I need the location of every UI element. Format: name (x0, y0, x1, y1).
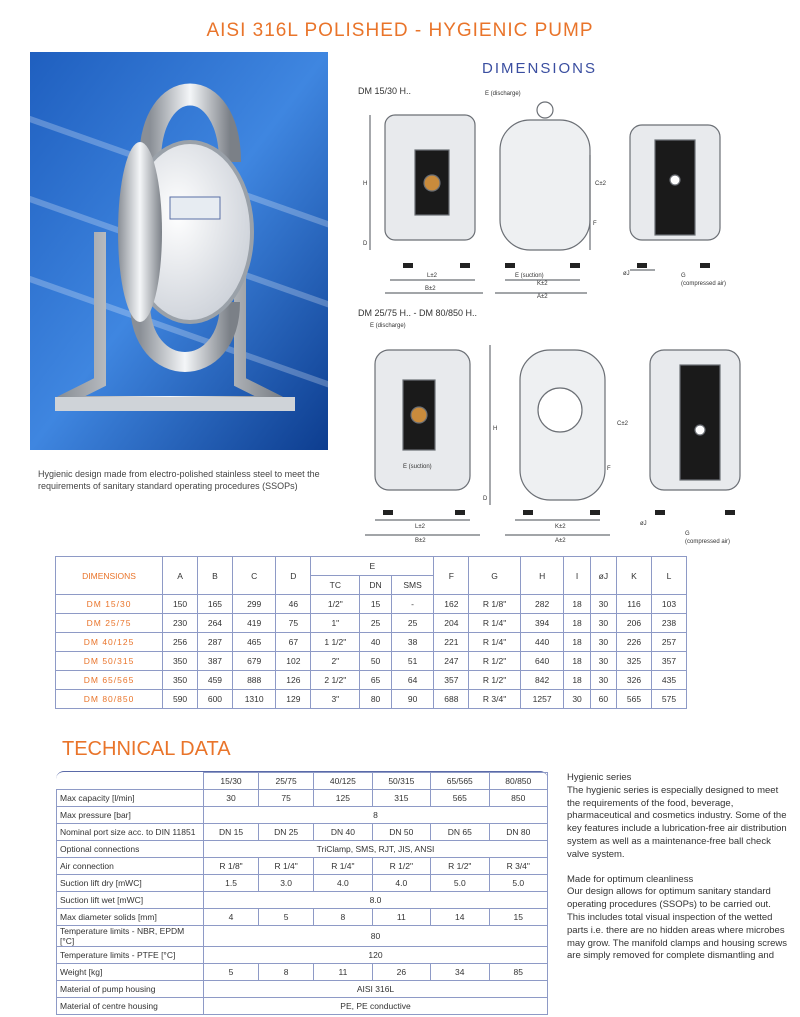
table-cell: 600 (197, 690, 232, 709)
table-row (57, 981, 548, 998)
table-cell: 326 (617, 671, 652, 690)
model-cell: DM 40/125 (56, 633, 163, 652)
table-row (57, 947, 548, 964)
table-cell: 1/2" (311, 595, 360, 614)
table-cell: 11 (372, 909, 430, 926)
table-cell: 40 (360, 633, 391, 652)
table-cell: 5.0 (489, 875, 547, 892)
table-header-cell: H (520, 557, 564, 595)
side-heading-cleanliness: Made for optimum cleanliness (567, 873, 694, 885)
table-cell: 26 (372, 964, 430, 981)
table-cell: 5 (259, 909, 314, 926)
table-cell: 4 (204, 909, 259, 926)
table-row (56, 614, 687, 633)
table-cell: 256 (163, 633, 198, 652)
model-header-cell: 40/125 (314, 773, 372, 790)
table-cell: R 1/4" (469, 614, 521, 633)
label-C-a: C±2 (595, 181, 606, 187)
table-header-cell: øJ (590, 557, 616, 595)
table-cell: 8 (204, 807, 548, 824)
table-cell: 575 (651, 690, 686, 709)
table-row (57, 926, 548, 947)
label-A-b: A±2 (555, 538, 566, 544)
table-cell: 18 (564, 633, 590, 652)
table-cell: 394 (520, 614, 564, 633)
table-cell: 126 (276, 671, 311, 690)
table-cell: 90 (391, 690, 434, 709)
table-cell: 357 (651, 652, 686, 671)
table-cell: 150 (163, 595, 198, 614)
model-header-cell: 80/850 (489, 773, 547, 790)
label-J-a: øJ (623, 271, 630, 277)
table-subheader-cell: SMS (391, 576, 434, 595)
table-cell: R 1/2" (469, 652, 521, 671)
table-cell: DN 50 (372, 824, 430, 841)
label-A-a: A±2 (537, 294, 548, 300)
table-row (56, 690, 687, 709)
label-B-a: B±2 (425, 286, 436, 292)
dimensions-table (55, 556, 687, 709)
table-cell: R 1/4" (469, 633, 521, 652)
table-cell: 129 (276, 690, 311, 709)
table-cell: 264 (197, 614, 232, 633)
row-label: Material of pump housing (57, 981, 204, 998)
label-K-a: K±2 (537, 281, 548, 287)
table-header-cell: I (564, 557, 590, 595)
table-row (56, 557, 687, 576)
table-cell: 8.0 (204, 892, 548, 909)
table-row (57, 964, 548, 981)
table-cell: DN 80 (489, 824, 547, 841)
table-cell: 34 (431, 964, 489, 981)
label-air-a: (compressed air) (681, 281, 727, 287)
table-cell: R 1/2" (431, 858, 489, 875)
table-cell: 80 (204, 926, 548, 947)
model-header-cell: 65/565 (431, 773, 489, 790)
row-label: Max pressure [bar] (57, 807, 204, 824)
table-header-cell: D (276, 557, 311, 595)
table-cell: 1.5 (204, 875, 259, 892)
table-cell: 165 (197, 595, 232, 614)
table-header-cell: K (617, 557, 652, 595)
table-cell: 350 (163, 671, 198, 690)
table-cell: 204 (434, 614, 469, 633)
table-header-cell: C (232, 557, 276, 595)
table-cell: 125 (314, 790, 372, 807)
table-cell: 30 (590, 595, 616, 614)
table-cell: 51 (391, 652, 434, 671)
table-cell: 206 (617, 614, 652, 633)
table-cell: 65 (360, 671, 391, 690)
row-label: Max capacity [l/min] (57, 790, 204, 807)
table-cell: R 1/4" (259, 858, 314, 875)
table-cell: 15 (360, 595, 391, 614)
table-cell: 38 (391, 633, 434, 652)
table-cell: 46 (276, 595, 311, 614)
table-cell: R 1/2" (372, 858, 430, 875)
table-cell: 850 (489, 790, 547, 807)
table-cell: 25 (360, 614, 391, 633)
table-row (57, 807, 548, 824)
table-cell: 565 (617, 690, 652, 709)
page-title: AISI 316L POLISHED - HYGIENIC PUMP (206, 20, 594, 41)
table-cell: 50 (360, 652, 391, 671)
table-cell: 435 (651, 671, 686, 690)
table-cell: PE, PE conductive (204, 998, 548, 1015)
table-cell: 30 (564, 690, 590, 709)
label-C-b: C±2 (617, 421, 628, 427)
table-cell: 1 1/2" (311, 633, 360, 652)
table-row (56, 652, 687, 671)
table-cell: TriClamp, SMS, RJT, JIS, ANSI (204, 841, 548, 858)
side-text (567, 772, 787, 963)
label-F-a: F (593, 221, 597, 227)
table-cell: 11 (314, 964, 372, 981)
table-cell: R 1/2" (469, 671, 521, 690)
table-row (57, 892, 548, 909)
table-cell: R 1/8" (204, 858, 259, 875)
table-cell: 4.0 (314, 875, 372, 892)
table-cell: 1310 (232, 690, 276, 709)
table-cell: 315 (372, 790, 430, 807)
table-cell: 230 (163, 614, 198, 633)
table-cell: 465 (232, 633, 276, 652)
table-cell: 18 (564, 595, 590, 614)
table-cell: 18 (564, 652, 590, 671)
table-row (57, 790, 548, 807)
row-label: Temperature limits - PTFE [°C] (57, 947, 204, 964)
table-row (57, 875, 548, 892)
table-row (57, 909, 548, 926)
table-cell: 459 (197, 671, 232, 690)
table-cell: 350 (163, 652, 198, 671)
table-cell: 238 (651, 614, 686, 633)
empty-cell (57, 773, 204, 790)
label-D-a: D (363, 241, 368, 247)
table-row (56, 595, 687, 614)
table-cell: 120 (204, 947, 548, 964)
table-cell: DN 25 (259, 824, 314, 841)
table-cell: 888 (232, 671, 276, 690)
table-row (57, 998, 548, 1015)
table-row (56, 671, 687, 690)
table-cell: 842 (520, 671, 564, 690)
table-cell: 440 (520, 633, 564, 652)
table-cell: 18 (564, 671, 590, 690)
label-G-b: G (685, 531, 690, 537)
label-L-a: L±2 (427, 273, 437, 279)
table-cell: 64 (391, 671, 434, 690)
table-cell: 357 (434, 671, 469, 690)
table-cell: DN 15 (204, 824, 259, 841)
label-discharge-b: E (discharge) (370, 323, 406, 329)
table-cell: 80 (360, 690, 391, 709)
label-H-b: H (493, 426, 498, 432)
table-cell: 85 (489, 964, 547, 981)
table-cell: R 1/8" (469, 595, 521, 614)
table-cell: R 3/4" (489, 858, 547, 875)
label-K-b: K±2 (555, 524, 566, 530)
table-cell: 419 (232, 614, 276, 633)
table-cell: 325 (617, 652, 652, 671)
table-cell: 282 (520, 595, 564, 614)
model-cell: DM 80/850 (56, 690, 163, 709)
technical-data-title: TECHNICAL DATA (62, 738, 231, 760)
label-B-b: B±2 (415, 538, 426, 544)
model-cell: DM 65/565 (56, 671, 163, 690)
photo-caption: Hygienic design made from electro-polished stainless steel to meet the requirements of sanitary standard operating procedures (SSOPs) (38, 469, 320, 491)
row-label: Temperature limits - NBR, EPDM [°C] (57, 926, 204, 947)
label-F-b: F (607, 466, 611, 472)
table-cell: 2 1/2" (311, 671, 360, 690)
table-header-cell: F (434, 557, 469, 595)
table-cell: 102 (276, 652, 311, 671)
model-header-cell: 50/315 (372, 773, 430, 790)
table-header-cell: A (163, 557, 198, 595)
table-cell: 25 (391, 614, 434, 633)
table-cell: 75 (259, 790, 314, 807)
drawing-dm25-80 (355, 320, 755, 550)
row-label: Air connection (57, 858, 204, 875)
row-label: Weight [kg] (57, 964, 204, 981)
table-cell: 226 (617, 633, 652, 652)
table-header-cell: E (311, 557, 434, 576)
table-row (57, 841, 548, 858)
table-cell: 287 (197, 633, 232, 652)
table-cell: 116 (617, 595, 652, 614)
table-row (57, 824, 548, 841)
table-cell: 8 (259, 964, 314, 981)
model-header-cell: 25/75 (259, 773, 314, 790)
table-cell: 75 (276, 614, 311, 633)
table-subheader-cell: TC (311, 576, 360, 595)
table-cell: DN 65 (431, 824, 489, 841)
table-cell: 5.0 (431, 875, 489, 892)
row-label: Suction lift dry [mWC] (57, 875, 204, 892)
table-cell: 30 (590, 671, 616, 690)
technical-data-table (56, 772, 548, 1015)
side-paragraph-cleanliness: Our design allows for optimum sanitary standard operating procedures (SSOPs) to be carried out. This includes total visual inspection of the wetted parts i.e. there are no hidden areas where microbes may grow. The manifold clamps and housing screws are simply removed for complete dismantling and (567, 886, 788, 962)
table-cell: 14 (431, 909, 489, 926)
side-heading-hygienic: Hygienic series (567, 772, 632, 783)
table-cell: 3.0 (259, 875, 314, 892)
label-air-b: (compressed air) (685, 539, 731, 545)
label-suction-b: E (suction) (403, 464, 432, 470)
table-cell: 30 (590, 633, 616, 652)
table-cell: 1257 (520, 690, 564, 709)
row-label: Material of centre housing (57, 998, 204, 1015)
table-cell: 590 (163, 690, 198, 709)
label-L-b: L±2 (415, 524, 425, 530)
side-paragraph-hygienic: The hygienic series is especially designed to meet the requirements of the food, beverage, pharmaceutical and cosmetics industry. Some of the key features include a lubrication-free air distribution system as well as a maintenance-free ball check valve system. (567, 784, 787, 860)
table-cell: 18 (564, 614, 590, 633)
model-label-a: DM 15/30 H.. (358, 86, 412, 96)
table-row (56, 633, 687, 652)
table-cell: 30 (590, 652, 616, 671)
table-cell: 162 (434, 595, 469, 614)
table-header-cell: L (651, 557, 686, 595)
table-cell: - (391, 595, 434, 614)
table-cell: 257 (651, 633, 686, 652)
label-suction-a: E (suction) (515, 273, 544, 279)
table-cell: 8 (314, 909, 372, 926)
row-label: Max diameter solids [mm] (57, 909, 204, 926)
table-cell: 5 (204, 964, 259, 981)
table-header-cell: G (469, 557, 521, 595)
label-J-b: øJ (640, 521, 647, 527)
table-cell: 60 (590, 690, 616, 709)
dimensions-title: DIMENSIONS (482, 60, 598, 77)
table-cell: AISI 316L (204, 981, 548, 998)
table-cell: 103 (651, 595, 686, 614)
table-cell: R 3/4" (469, 690, 521, 709)
label-G-a: G (681, 273, 686, 279)
table-cell: 679 (232, 652, 276, 671)
table-cell: 67 (276, 633, 311, 652)
product-photo (30, 52, 328, 450)
row-label: Nominal port size acc. to DIN 11851 (57, 824, 204, 841)
table-cell: 221 (434, 633, 469, 652)
table-subheader-cell: DN (360, 576, 391, 595)
table-cell: 15 (489, 909, 547, 926)
table-cell: 247 (434, 652, 469, 671)
table-cell: R 1/4" (314, 858, 372, 875)
table-cell: 1" (311, 614, 360, 633)
table-cell: 2" (311, 652, 360, 671)
table-cell: 565 (431, 790, 489, 807)
table-header-cell: DIMENSIONS (56, 557, 163, 595)
table-cell: 30 (590, 614, 616, 633)
table-row (57, 858, 548, 875)
label-discharge-a: E (discharge) (485, 91, 521, 97)
row-label: Suction lift wet [mWC] (57, 892, 204, 909)
row-label: Optional connections (57, 841, 204, 858)
table-row (57, 773, 548, 790)
label-H-a: H (363, 181, 368, 187)
table-cell: DN 40 (314, 824, 372, 841)
table-cell: 387 (197, 652, 232, 671)
model-header-cell: 15/30 (204, 773, 259, 790)
table-cell: 30 (204, 790, 259, 807)
model-cell: DM 50/315 (56, 652, 163, 671)
model-cell: DM 15/30 (56, 595, 163, 614)
model-label-b: DM 25/75 H.. - DM 80/850 H.. (358, 308, 478, 318)
table-header-cell: B (197, 557, 232, 595)
table-cell: 688 (434, 690, 469, 709)
table-cell: 640 (520, 652, 564, 671)
model-cell: DM 25/75 (56, 614, 163, 633)
table-cell: 3" (311, 690, 360, 709)
technical-data-table-wrap (56, 771, 548, 1011)
table-cell: 4.0 (372, 875, 430, 892)
label-D-b: D (483, 496, 488, 502)
table-cell: 299 (232, 595, 276, 614)
